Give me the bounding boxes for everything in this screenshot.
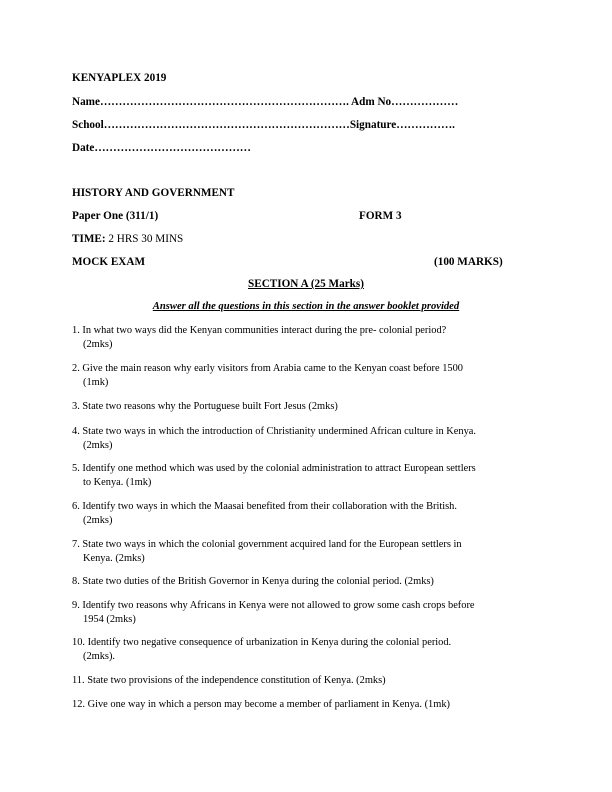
question-text: Identify two reasons why Africans in Kenya were not allowed to grow some cash crops before	[82, 600, 475, 611]
question-text: State two provisions of the independence constitution of Kenya. (2mks)	[87, 675, 386, 686]
question-text-cont: (2mks).	[83, 650, 116, 662]
date-field: Date……………………………………	[72, 142, 251, 154]
exam-type: MOCK EXAM	[72, 256, 146, 268]
question-8	[72, 575, 552, 589]
question-number: 10.	[72, 637, 85, 648]
question-text: State two ways in which the introduction of Christianity undermined African culture in Kenya.	[82, 426, 477, 437]
question-number: 3.	[72, 401, 80, 412]
question-text: State two duties of the British Governor in Kenya during the colonial period. (2mks)	[82, 576, 434, 587]
question-text-cont: Kenya. (2mks)	[83, 552, 145, 564]
question-number: 6.	[72, 501, 80, 512]
question-text-cont: (2mks)	[83, 338, 113, 350]
question-text-cont: (2mks)	[83, 514, 113, 526]
question-number: 4.	[72, 426, 80, 437]
question-number: 8.	[72, 576, 80, 587]
question-text: Give one way in which a person may become a member of parliament in Kenya. (1mk)	[85, 699, 450, 710]
total-marks: (100 MARKS)	[434, 256, 503, 268]
question-text: Identify two negative consequence of urbanization in Kenya during the colonial period.	[85, 637, 452, 648]
question-number: 7.	[72, 539, 80, 550]
question-2	[72, 362, 552, 389]
question-number: 1.	[72, 325, 80, 336]
question-number: 5.	[72, 463, 80, 474]
school-signature-field: School…………………………………………………………Signature…………….	[72, 119, 455, 131]
question-3	[72, 400, 552, 414]
question-7	[72, 538, 552, 565]
name-adm-field: Name…………………………………………………………. Adm No………………	[72, 96, 459, 108]
time-label: TIME:	[72, 233, 106, 245]
question-text: Give the main reason why early visitors from Arabia came to the Kenyan coast before 1500	[82, 363, 463, 374]
school-title: KENYAPLEX 2019	[72, 72, 167, 84]
section-instruction: Answer all the questions in this section in the answer booklet provided	[152, 301, 460, 312]
question-number: 12.	[72, 699, 85, 710]
question-text: State two reasons why the Portuguese built Fort Jesus (2mks)	[82, 401, 338, 412]
time-allowed	[72, 233, 183, 245]
time-value: 2 HRS 30 MINS	[105, 233, 184, 245]
question-number: 2.	[72, 363, 80, 374]
question-text-cont: 1954 (2mks)	[83, 613, 136, 625]
question-9	[72, 599, 552, 626]
question-number: 11.	[72, 675, 85, 686]
subject-title: HISTORY AND GOVERNMENT	[72, 187, 235, 199]
question-12	[72, 698, 552, 712]
form-level: FORM 3	[359, 210, 402, 222]
question-text-cont: (1mk)	[83, 376, 109, 388]
question-text-cont: (2mks)	[83, 439, 113, 451]
question-text-cont: to Kenya. (1mk)	[83, 476, 152, 488]
question-number: 9.	[72, 600, 80, 611]
question-5	[72, 462, 552, 489]
section-title: SECTION A (25 Marks)	[248, 278, 364, 290]
question-6	[72, 500, 552, 527]
question-text: In what two ways did the Kenyan communities interact during the pre- colonial period?	[82, 325, 447, 336]
paper-code: Paper One (311/1)	[72, 210, 159, 222]
question-4	[72, 425, 552, 452]
question-10	[72, 636, 552, 663]
question-1	[72, 324, 552, 351]
question-text: Identify one method which was used by the colonial administration to attract European settlers	[82, 463, 476, 474]
question-11	[72, 674, 552, 688]
question-text: State two ways in which the colonial government acquired land for the European settlers in	[82, 539, 462, 550]
question-text: Identify two ways in which the Maasai benefited from their collaboration with the British.	[82, 501, 457, 512]
